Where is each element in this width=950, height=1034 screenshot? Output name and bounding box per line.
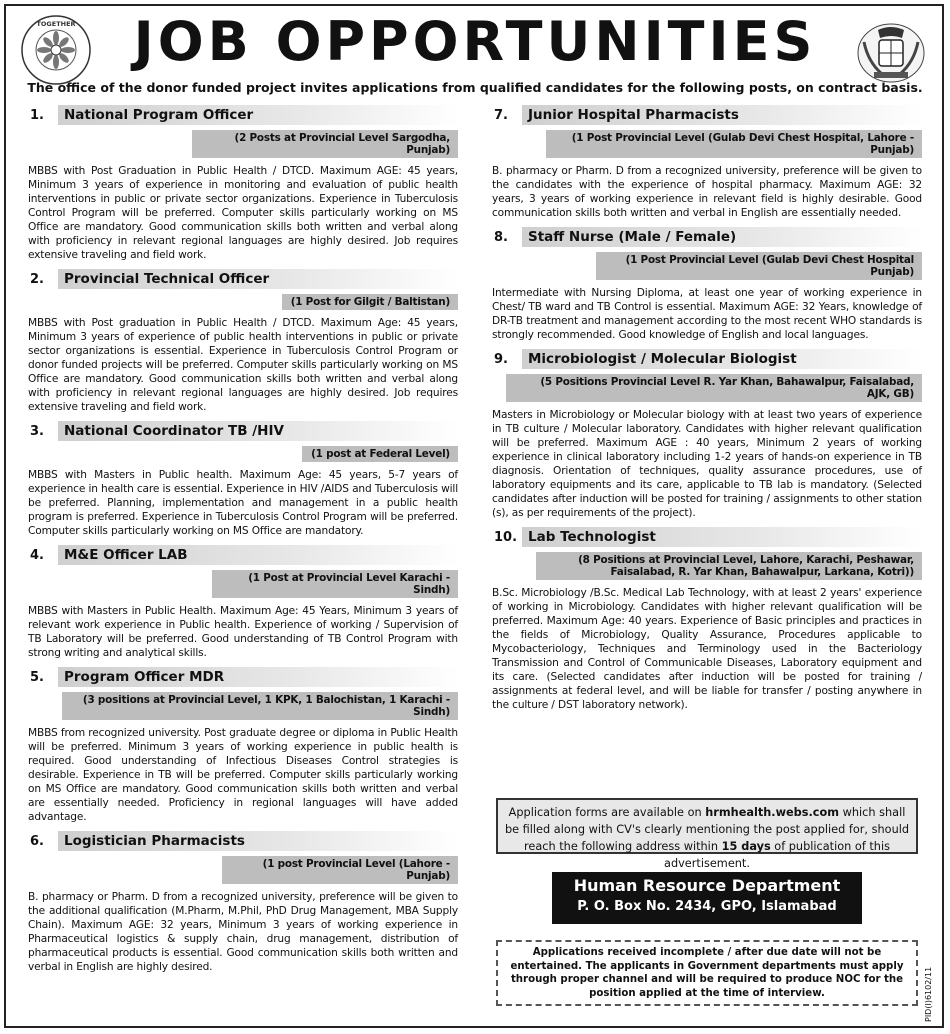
job-posts: (8 Positions at Provincial Level, Lahore, Karachi, Peshawar, Faisalabad, R. Yar Khan, Bahawalpur, Larkana, Kotri)) (536, 552, 922, 580)
job-description: MBBS with Post Graduation in Public Health / DTCD. Maximum AGE: 45 years, Minimum 3 years of experience in monitoring and evaluation of public health interventions in public or private sector organizations. Experience in Tuberculosis Control Program will be preferred. Computer skills particularly working on MS Office are mandatory. Good communication skills both written and verbal along with proficiency in relevant regional languages are highly desired. Job requires extensive traveling and field work. (28, 165, 458, 261)
hr-department-box (552, 872, 862, 924)
job-posts: (1 Post Provincial Level (Gulab Devi Chest Hospital, Lahore - Punjab) (546, 130, 922, 158)
job-header (492, 348, 922, 370)
job-title: Microbiologist / Molecular Biologist (522, 349, 922, 369)
job-title: National Coordinator TB /HIV (58, 421, 458, 441)
job-number: 5. (30, 669, 44, 685)
job-listing (492, 226, 922, 342)
job-listing (492, 526, 922, 712)
right-column (492, 104, 922, 718)
application-notice (496, 798, 918, 870)
job-description: B. pharmacy or Pharm. D from a recognized university, preference will be given to the candidates with the experience of hospital pharmacy. Maximum AGE: 32 years, 3 years of working experience in relevant field is highly desirable. Good communication skills both written and verbal in English are essentially needed. (492, 165, 922, 219)
page-subtitle: The office of the donor funded project invites applications from qualified candidates for the following posts, on contract basis. (27, 80, 923, 95)
hr-title: Human Resource Department (573, 876, 841, 895)
notice-text: which shall be filled along with CV's clearly mentioning the post applied for, should reach the following address within (504, 806, 910, 853)
job-title: Lab Technologist (522, 527, 922, 547)
notice-text: of publication of this advertisement. (664, 840, 890, 870)
deadline-days: 15 days (721, 840, 771, 853)
job-description: MBBS with Masters in Public health. Maximum Age: 45 years, 5-7 years of experience in health care is essential. Experience in HIV /AIDS and Tuberculosis will be preferred. Planning, implementation and management in a public health program is preferred. Experience in Tuberculosis Control Program will be preferred. Computer skills particularly working on MS Office are mandatory. (28, 469, 458, 537)
job-number: 2. (30, 271, 44, 287)
job-description: Intermediate with Nursing Diploma, at least one year of working experience in Chest/ TB ward and TB Control is essential. Maximum AGE: 32 Years, knowledge of DR-TB treatment and management according to the most recent WHO standards is strongly recommended. Good knowledge of English and local languages. (492, 287, 922, 341)
job-number: 3. (30, 423, 44, 439)
job-listing (28, 268, 458, 414)
pid-code: PID(I)6102/11 (924, 966, 933, 1022)
job-listing (492, 348, 922, 520)
job-description: Masters in Microbiology or Molecular biology with at least two years of experience in TB culture / Molecular laboratory. Candidates with higher relevant qualification will be preferred. Maximum AGE : 40 years, Minimum 2 years of working experience in clinical laboratory including 1-2 years of hands-on experience in TB diagnosis. Orientation of techniques, quality assurance procedures, use of laboratory equipments and its care, applicable to TB lab is mandatory. (Selected candidates after induction will be posted for training / assignments to other station (s), as per requirements of the project). (492, 409, 922, 519)
job-listing (28, 544, 458, 660)
job-header (492, 526, 922, 548)
job-listing (28, 830, 458, 974)
job-title: M&E Officer LAB (58, 545, 458, 565)
hr-address: P. O. Box No. 2434, GPO, Islamabad (577, 899, 837, 914)
job-header (492, 104, 922, 126)
job-header (28, 666, 458, 688)
job-header (492, 226, 922, 248)
notice-text: Application forms are available on (508, 806, 706, 819)
job-title: Provincial Technical Officer (58, 269, 458, 289)
job-title: Logistician Pharmacists (58, 831, 458, 851)
job-posts: (1 post Provincial Level (Lahore - Punjab) (222, 856, 458, 884)
job-number: 7. (494, 107, 508, 123)
job-listing (28, 666, 458, 824)
job-posts: (3 positions at Provincial Level, 1 KPK, 1 Balochistan, 1 Karachi - Sindh) (62, 692, 458, 720)
job-number: 8. (494, 229, 508, 245)
job-posts: (5 Positions Provincial Level R. Yar Khan, Bahawalpur, Faisalabad, AJK, GB) (506, 374, 922, 402)
left-column (28, 104, 458, 980)
job-header (28, 268, 458, 290)
website-link[interactable]: hrmhealth.webs.com (705, 806, 840, 819)
job-title: Staff Nurse (Male / Female) (522, 227, 922, 247)
job-listing (492, 104, 922, 220)
page-title: JOB OPPORTUNITIES (133, 10, 817, 73)
job-posts: (1 post at Federal Level) (302, 446, 458, 462)
job-description: MBBS with Masters in Public Health. Maximum Age: 45 Years, Minimum 3 years of relevant work experience in Public health. Experience of working / Supervision of TB Laboratory will be preferred. Good understanding of TB Control Program with strong writing and analytical skills. (28, 605, 458, 659)
warning-notice: Applications received incomplete / after due date will not be entertained. The applicants in Government departments must apply through proper channel and will be required to produce NOC for the position applied at the time of interview. (496, 940, 918, 1006)
job-header (28, 544, 458, 566)
job-posts: (2 Posts at Provincial Level Sargodha, Punjab) (192, 130, 458, 158)
job-header (28, 830, 458, 852)
job-number: 4. (30, 547, 44, 563)
job-number: 9. (494, 351, 508, 367)
job-description: MBBS with Post graduation in Public Health / DTCD. Maximum Age: 45 years, Minimum 3 years of experience of public health interventions in public or private sector organizations is essential. Experience in Tuberculosis Control Program or donor funded projects will be preferred. Computer skills particularly working on MS Office are mandatory. Good communication skills both written and verbal along with proficiency in relevant regional languages are highly desired. Job requires extensive traveling and field work. (28, 317, 458, 413)
job-number: 6. (30, 833, 44, 849)
job-posts: (1 Post Provincial Level (Gulab Devi Chest Hospital Punjab) (596, 252, 922, 280)
job-number: 1. (30, 107, 44, 123)
svg-text:TOGETHER: TOGETHER (36, 20, 76, 28)
job-header (28, 104, 458, 126)
job-listing (28, 104, 458, 262)
job-title: National Program Officer (58, 105, 458, 125)
job-posts: (1 Post at Provincial Level Karachi - Sindh) (212, 570, 458, 598)
job-number: 10. (494, 529, 518, 545)
job-title: Junior Hospital Pharmacists (522, 105, 922, 125)
job-description: MBBS from recognized university. Post graduate degree or diploma in Public Health will be preferred. Minimum 3 years of working experience in public health is required. Good understanding of Infectious Diseases Control strategies is desirable. Experience in TB will be preferred. Computer skills particularly working on MS Office are mandatory. Good communication skills both written and verbal are essentially needed. Proficiency in regional languages will have added advantage. (28, 727, 458, 823)
job-description: B.Sc. Microbiology /B.Sc. Medical Lab Technology, with at least 2 years' experience of working in Microbiology. Candidates with higher relevant qualification will be preferred. Maximum Age: 40 years. Experience of Basic principles and practices in the fields of Microbiology, Quality Assurance, Procedures applicable to Mycobacteriology, Techniques and Terminology used in the Bacteriology Transmission and Control of Communicable Diseases, Laboratory equipment and its care. (Selected candidates after induction will be posted for training / assignments at federal level, and will be liable for transfer / posting anywhere in the culture / DST laboratory network). (492, 587, 922, 711)
job-posts: (1 Post for Gilgit / Baltistan) (282, 294, 458, 310)
job-listing (28, 420, 458, 538)
job-title: Program Officer MDR (58, 667, 458, 687)
job-header (28, 420, 458, 442)
job-description: B. pharmacy or Pharm. D from a recognized university, preference will be given to the additional qualification (M.Pharm, M.Phil, PhD Drug Management, MBA Supply Chain). Maximum AGE: 32 years, Minimum 3 years of working experience in Pharmaceutical logistics & supply chain, drug management, distribution of pharmaceutical products is essential. Good communication skills both written and verbal in English are highly desired. (28, 891, 458, 973)
